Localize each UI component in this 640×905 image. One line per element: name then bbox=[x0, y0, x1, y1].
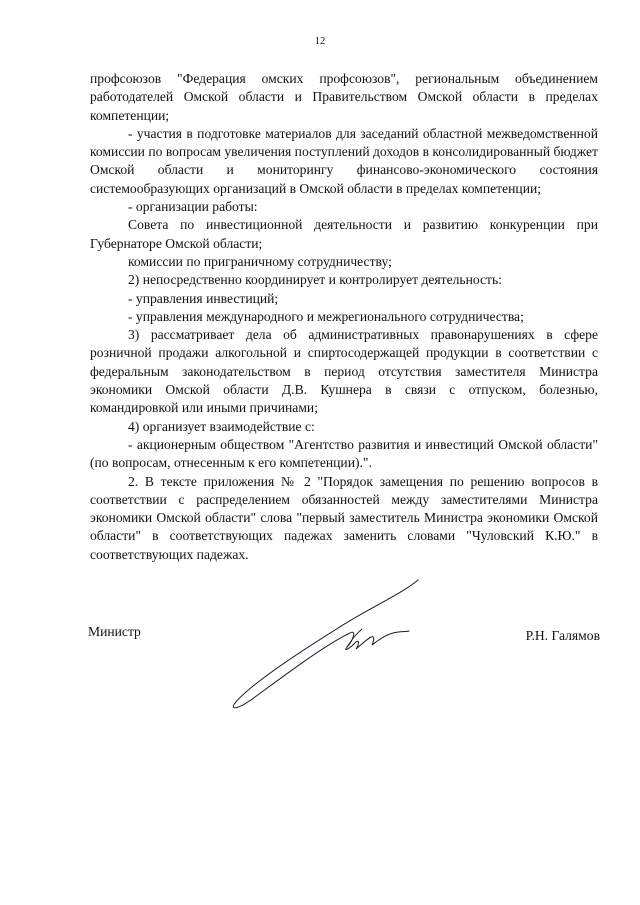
paragraph: 4) организует взаимодействие с: bbox=[128, 418, 315, 434]
paragraph: Совета по инвестиционной деятельности и развитию конкуренции при Губернаторе Омской области; bbox=[90, 217, 598, 251]
paragraph: - управления инвестиций; bbox=[128, 290, 279, 306]
signer-name: Р.Н. Галямов bbox=[525, 628, 600, 643]
signer-position: Министр bbox=[88, 624, 141, 639]
paragraph: 2. В тексте приложения № 2 "Порядок замещения по решению вопросов в соответствии с распределением обязанностей между заместителями Министра экономики Омской области" слова "первый заместитель Министра экономики Омской области" в соответствующих падежах заменить словами "Чуловский К.Ю." в соответствующих падежах. bbox=[90, 473, 598, 562]
paragraph: - организации работы: bbox=[128, 199, 258, 215]
paragraph: 2) непосредственно координирует и контролирует деятельность: bbox=[128, 272, 502, 288]
paragraph: - участия в подготовке материалов для заседаний областной межведомственной комиссии по вопросам увеличения поступлений доходов в консолидированный бюджет Омской области и мониторингу финансово-экономического состояния системообразующих организаций в Омской области в пределах компетенции; bbox=[90, 125, 598, 196]
paragraph: профсоюзов "Федерация омских профсоюзов", региональным объединением работодателей Омской области и Правительством Омской области в пределах компетенции; bbox=[90, 71, 598, 123]
paragraph: - акционерным обществом "Агентство развития и инвестиций Омской области" (по вопросам, отнесенным к его компетенции).". bbox=[90, 436, 598, 471]
page-number: 12 bbox=[314, 36, 326, 47]
paragraph: комиссии по приграничному сотрудничеству; bbox=[128, 253, 392, 269]
paragraph: 3) рассматривает дела об административных правонарушениях в сфере розничной продажи алкогольной и спиртосодержащей продукции в соответствии с федеральным законодательством в период отсутствия заместителя Министра экономики Омской области Д.В. Кушнера в связи с отпуском, болезнью, командировкой или иными причинами; bbox=[90, 327, 598, 416]
handwritten-signature bbox=[225, 575, 455, 715]
paragraph: - управления международного и межрегионального сотрудничества; bbox=[128, 308, 524, 324]
document-body bbox=[90, 70, 598, 564]
